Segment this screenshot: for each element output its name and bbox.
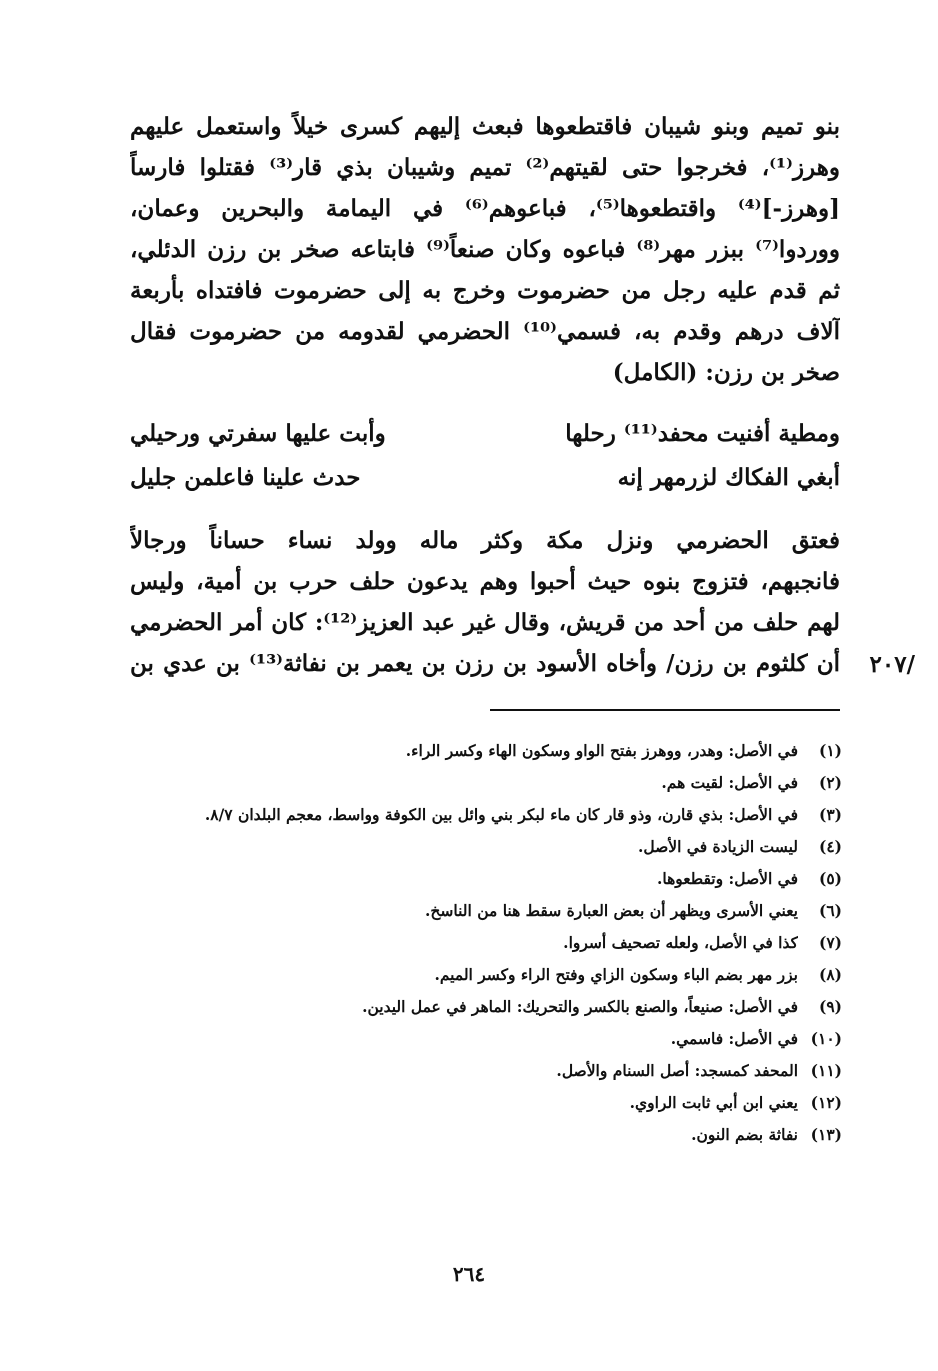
verse-first-hemistich: أبغي الفكاك لزرمهر إنه	[617, 464, 840, 491]
text-line: فعتق الحضرمي ونزل مكة وكثر ماله وولد نساء حساناً ورجالاً	[130, 527, 840, 554]
footnote	[130, 959, 842, 991]
footnotes-list	[130, 735, 842, 1151]
text-line: ثم قدم عليه رجل من حضرموت وخرج به إلى حضرموت فافتداه بأربعة	[130, 277, 840, 304]
footnote	[130, 1119, 842, 1151]
text-line: وهرز⁽¹⁾، فخرجوا حتى لقيتهم⁽²⁾ تميم وشيبان بذي قار⁽³⁾ فقتلوا فارساً	[130, 154, 840, 181]
footnote	[130, 767, 842, 799]
text-line: لهم حلف من أحد من قريش، وقال غير عبد العزيز⁽¹²⁾: كان أمر الحضرمي	[130, 609, 840, 636]
footnote-number: (١١)	[810, 1061, 842, 1080]
footnote-number: (١)	[818, 741, 842, 760]
footnote-number: (٢)	[818, 773, 842, 792]
footnote-number: (١٣)	[810, 1125, 842, 1144]
poem-verse	[130, 412, 840, 456]
verse-first-hemistich: ومطية أفنيت محفد⁽¹¹⁾ رحلها	[565, 420, 840, 447]
footnote-text: يعني الأسرى ويظهر أن بعض العبارة سقط هنا من الناسخ.	[425, 901, 798, 920]
main-text-block-1	[130, 106, 840, 393]
footnote	[130, 927, 842, 959]
footnote-text: المحفد كمسجد: أصل السنام والأصل.	[556, 1061, 798, 1080]
footnote-divider	[490, 709, 840, 711]
footnote-text: في الأصل: فاسمي.	[670, 1029, 798, 1048]
text-line: بنو تميم وبنو شيبان فاقتطعوها فبعث إليهم كسرى خيلاً واستعمل عليهم	[130, 113, 840, 140]
footnote-text: ليست الزيادة في الأصل.	[637, 837, 798, 856]
page-number: ٢٦٤	[452, 1262, 486, 1286]
footnote-number: (٧)	[818, 933, 842, 952]
text-line: آلاف درهم وقدم به، فسمي⁽¹⁰⁾ الحضرمي لقدومه من حضرموت فقال	[130, 318, 840, 345]
text-line: ووردوا⁽⁷⁾ ببزر مهر⁽⁸⁾ فباعوه وكان صنعاً⁽⁹⁾ فابتاعه صخر بن رزن الدئلي،	[130, 236, 840, 263]
footnote-number: (٥)	[818, 869, 842, 888]
footnote	[130, 991, 842, 1023]
manuscript-folio-marker: /٢٠٧	[869, 651, 915, 678]
footnote-text: في الأصل: وتقطعوها.	[656, 869, 798, 888]
footnote	[130, 1055, 842, 1087]
footnote	[130, 799, 842, 831]
footnote-number: (٩)	[818, 997, 842, 1016]
footnote-text: كذا في الأصل، ولعله تصحيف أسروا.	[563, 933, 798, 952]
footnote-text: في الأصل: وهدر، ووهرز بفتح الواو وسكون الهاء وكسر الراء.	[405, 741, 798, 760]
footnote-number: (٨)	[818, 965, 842, 984]
footnote	[130, 895, 842, 927]
footnote-number: (٤)	[818, 837, 842, 856]
text-line: أن كلثوم بن رزن/ وأخاه الأسود بن رزن بن يعمر بن نفاثة⁽¹³⁾ بن عدي بن	[130, 650, 840, 677]
footnote-text: في الأصل: بذي قارن، وذو قار كان ماء لبكر بني وائل بين الكوفة وواسط، معجم البلدان ٨/٧.	[204, 805, 798, 824]
footnote	[130, 863, 842, 895]
text-line: فانجبهم، فتزوج بنوه حيث أحبوا وهم يدعون حلف حرب بن أمية، وليس	[130, 568, 840, 595]
footnote	[130, 831, 842, 863]
footnote	[130, 1023, 842, 1055]
poem	[130, 412, 840, 500]
main-text-block-2	[130, 520, 840, 684]
footnote-number: (٦)	[818, 901, 842, 920]
footnote-number: (٣)	[818, 805, 842, 824]
footnote-number: (١٠)	[810, 1029, 842, 1048]
text-line: صخر بن رزن: (الكامل)	[612, 359, 840, 386]
poem-verse	[130, 456, 840, 500]
footnote-text: في الأصل: صنيعاً، والصنع بالكسر والتحريك: الماهر في عمل اليدين.	[362, 997, 798, 1016]
verse-second-hemistich: وأبت عليها سفرتي ورحيلي	[130, 420, 386, 447]
footnote-number: (١٢)	[810, 1093, 842, 1112]
text-line: [وهرز-]⁽⁴⁾ واقتطعوها⁽⁵⁾، فباعوهم⁽⁶⁾ في اليمامة والبحرين وعمان،	[130, 195, 840, 222]
footnote-text: نفاثة بضم النون.	[691, 1125, 798, 1144]
footnote-text: بزر مهر بضم الباء وسكون الزاي وفتح الراء وكسر الميم.	[434, 965, 798, 984]
footnote	[130, 735, 842, 767]
footnote	[130, 1087, 842, 1119]
footnote-text: في الأصل: لقيت هم.	[661, 773, 798, 792]
verse-second-hemistich: حدث علينا فاعلمن جليل	[130, 464, 361, 491]
footnote-text: يعني ابن أبي ثابت الراوي.	[629, 1093, 798, 1112]
